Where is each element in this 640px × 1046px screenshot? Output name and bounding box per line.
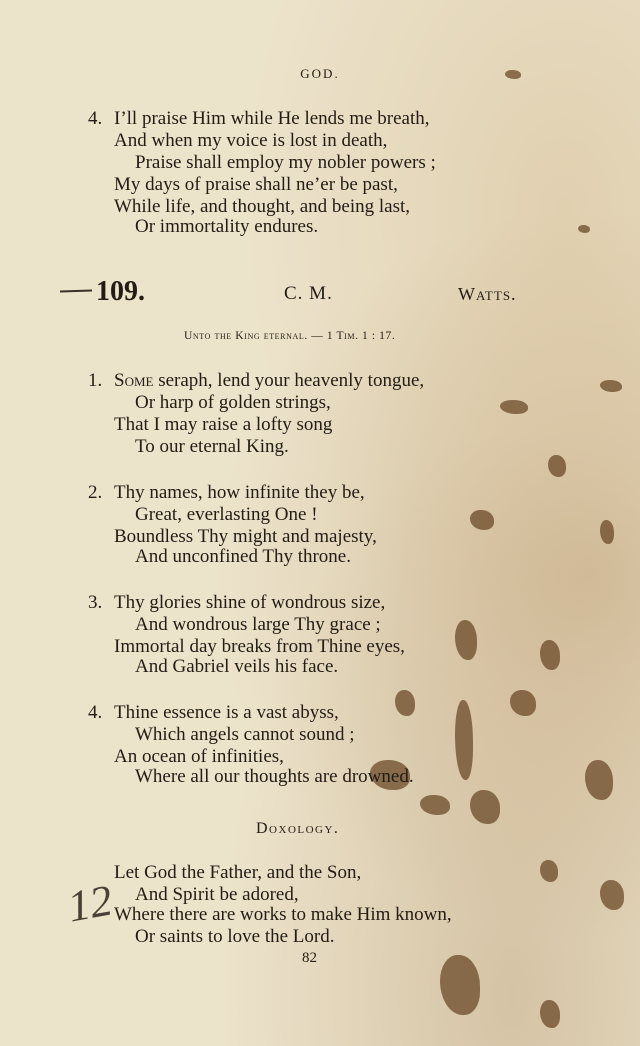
verse-line: My days of praise shall ne’er be past, xyxy=(114,174,398,195)
pencil-dash-mark xyxy=(60,289,92,292)
stain-mark xyxy=(540,860,558,882)
hymn-meter: C. M. xyxy=(284,283,333,304)
verse-line: While life, and thought, and being last, xyxy=(114,196,411,217)
verse-line: Or immortality endures. xyxy=(135,216,319,237)
doxology-title: Doxology. xyxy=(256,820,340,837)
verse-line: And Spirit be adored, xyxy=(135,884,299,905)
verse-line: Thy names, how infinite they be, xyxy=(114,482,365,503)
stain-mark xyxy=(540,640,560,670)
verse-line: Immortal day breaks from Thine eyes, xyxy=(114,636,405,657)
verse-line: An ocean of infinities, xyxy=(114,746,284,767)
stanza-number: 1. xyxy=(88,370,103,391)
stain-mark xyxy=(600,380,622,392)
stain-mark xyxy=(540,1000,560,1028)
verse-line xyxy=(114,370,424,391)
verse-line: Boundless Thy might and majesty, xyxy=(114,526,377,547)
verse-line: Let God the Father, and the Son, xyxy=(114,862,362,883)
verse-line: To our eternal King. xyxy=(135,436,289,457)
verse-line: And Gabriel veils his face. xyxy=(135,656,339,677)
verse-initial-word: Some xyxy=(114,370,154,391)
hymn-number: 109. xyxy=(96,276,145,307)
verse-line: Praise shall employ my nobler powers ; xyxy=(135,152,436,173)
verse-line: That I may raise a lofty song xyxy=(114,414,333,435)
stain-mark xyxy=(470,510,494,530)
verse-line: And wondrous large Thy grace ; xyxy=(135,614,381,635)
verse-line: Or harp of golden strings, xyxy=(135,392,331,413)
verse-line: I’ll praise Him while He lends me breath, xyxy=(114,108,430,129)
verse-line-rest: seraph, lend your heavenly tongue, xyxy=(153,370,425,391)
stain-mark xyxy=(500,400,528,414)
verse-line: Thy glories shine of wondrous size, xyxy=(114,592,386,613)
stanza-number: 2. xyxy=(88,482,103,503)
stain-mark xyxy=(548,455,566,477)
stain-mark xyxy=(600,880,624,910)
verse-line: And unconfined Thy throne. xyxy=(135,546,351,567)
stain-mark xyxy=(455,700,473,780)
stanza-number: 4. xyxy=(88,702,103,723)
stain-mark xyxy=(470,790,500,824)
verse-line: Great, everlasting One ! xyxy=(135,504,318,525)
hymn-epigraph: Unto the King eternal. — 1 Tim. 1 : 17. xyxy=(184,330,396,342)
verse-line: Thine essence is a vast abyss, xyxy=(114,702,339,723)
stain-mark xyxy=(420,795,450,815)
verse-line: Where there are works to make Him known, xyxy=(114,904,452,925)
stain-mark xyxy=(600,520,614,544)
stanza-number: 4. xyxy=(88,108,103,129)
stain-mark xyxy=(510,690,536,716)
verse-line: Where all our thoughts are drowned. xyxy=(135,766,414,787)
verse-line: Which angels cannot sound ; xyxy=(135,724,355,745)
stain-mark xyxy=(395,690,415,716)
stain-mark xyxy=(455,620,477,660)
verse-line: Or saints to love the Lord. xyxy=(135,926,335,947)
verse-line: And when my voice is lost in death, xyxy=(114,130,388,151)
page-number: 82 xyxy=(302,950,317,966)
handwritten-margin-note: 12 xyxy=(64,875,116,932)
hymn-author: Watts. xyxy=(458,284,517,304)
stanza-number: 3. xyxy=(88,592,103,613)
stain-mark xyxy=(578,225,590,233)
running-head: GOD. xyxy=(300,66,340,81)
stain-mark xyxy=(585,760,613,800)
stain-mark xyxy=(440,955,480,1015)
